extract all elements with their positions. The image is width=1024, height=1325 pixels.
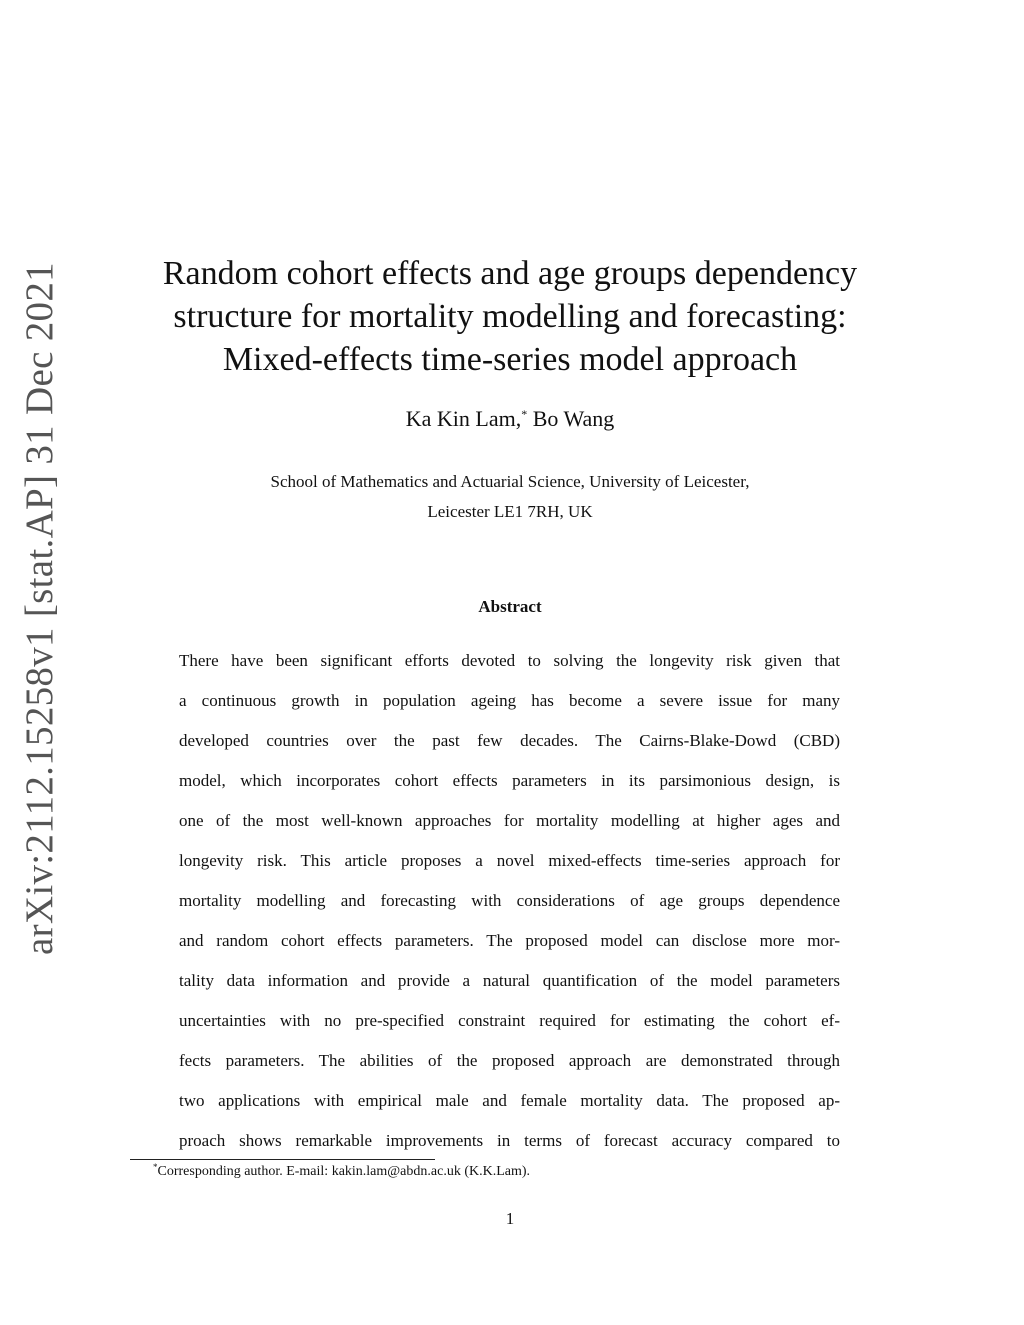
arxiv-identifier-stamp: arXiv:2112.15258v1 [stat.AP] 31 Dec 2021 [18, 262, 61, 955]
abstract-line: model, which incorporates cohort effects parameters in its parsimonious design, is [179, 771, 840, 790]
affiliation [120, 467, 900, 527]
abstract-heading: Abstract [478, 597, 542, 616]
author-list [120, 404, 900, 434]
abstract-line: mortality modelling and forecasting with considerations of age groups dependence [179, 891, 840, 910]
footnote-text: Corresponding author. E-mail: kakin.lam@abdn.ac.uk (K.K.Lam). [157, 1164, 531, 1179]
abstract-line: two applications with empirical male and female mortality data. The proposed ap- [179, 1091, 840, 1110]
title-line: structure for mortality modelling and forecasting: [173, 298, 847, 335]
footnote [153, 1161, 853, 1183]
affiliation-line: Leicester LE1 7RH, UK [427, 502, 593, 521]
abstract-body [179, 641, 840, 1161]
affiliation-line: School of Mathematics and Actuarial Science, University of Leicester, [270, 472, 750, 491]
abstract-line: longevity risk. This article proposes a novel mixed-effects time-series approach for [179, 851, 840, 870]
paper-title [120, 252, 900, 381]
author-name-second: Bo Wang [532, 406, 615, 431]
footnote-divider [130, 1159, 435, 1160]
abstract-line: fects parameters. The abilities of the proposed approach are demonstrated through [179, 1051, 840, 1070]
abstract-line: developed countries over the past few decades. The Cairns-Blake-Dowd (CBD) [179, 731, 840, 750]
corresponding-author-mark: * [521, 407, 528, 421]
title-line: Mixed-effects time-series model approach [222, 341, 798, 378]
abstract-line: proach shows remarkable improvements in terms of forecast accuracy compared to [179, 1131, 840, 1150]
footnote-mark: * [153, 1162, 158, 1172]
abstract-line: tality data information and provide a natural quantification of the model parameters [179, 971, 840, 990]
abstract-line: and random cohort effects parameters. The proposed model can disclose more mor- [179, 931, 840, 950]
title-line: Random cohort effects and age groups dependency [162, 255, 858, 292]
page-number: 1 [505, 1209, 515, 1228]
author-name-first: Ka Kin Lam, [405, 406, 522, 431]
abstract-line: a continuous growth in population ageing has become a severe issue for many [179, 691, 840, 710]
abstract-line: one of the most well-known approaches for mortality modelling at higher ages and [179, 811, 840, 830]
abstract-line: There have been significant efforts devoted to solving the longevity risk given that [179, 651, 840, 670]
abstract-line: uncertainties with no pre-specified constraint required for estimating the cohort ef- [179, 1011, 840, 1030]
